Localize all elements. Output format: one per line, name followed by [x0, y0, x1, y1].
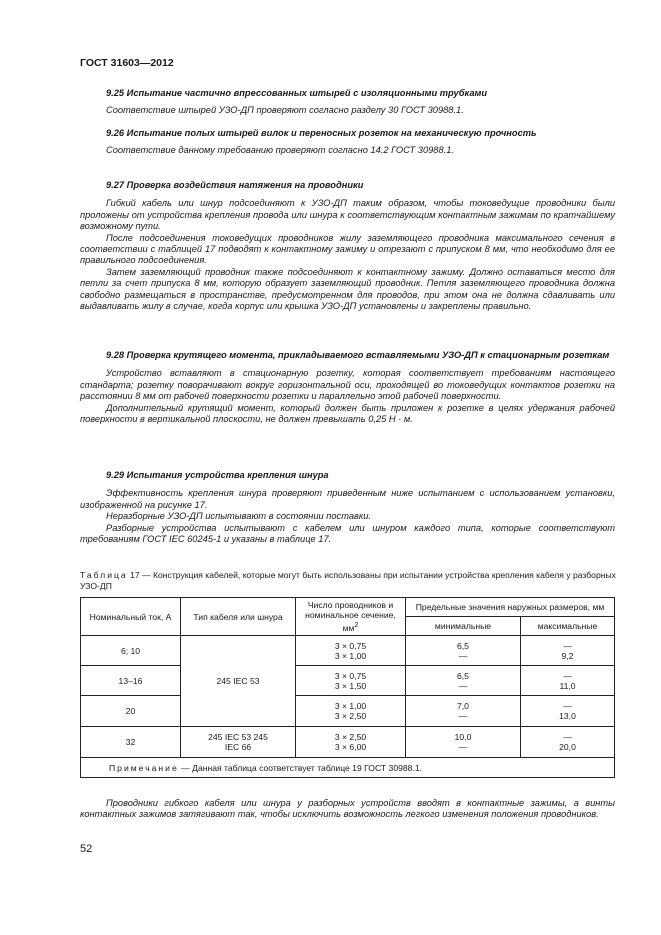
- paragraph: Соответствие данному требованию проверяют согласно 14.2 ГОСТ 30988.1.: [106, 145, 454, 156]
- final-paragraph-block: [80, 798, 615, 821]
- cell-cores: 3 × 0,75 3 × 1,50: [296, 666, 406, 696]
- section-9-29: [80, 470, 615, 545]
- paragraph: Эффективность крепления шнура проверяют приведенным ниже испытанием с использованием установки, изображенной на рисунке 17.: [80, 488, 615, 510]
- header-cores: [296, 598, 406, 636]
- section-title: 9.27 Проверка воздействия натяжения на проводники: [106, 180, 364, 190]
- table-row: [81, 727, 615, 758]
- cell-current: 13–16: [81, 666, 181, 696]
- paragraph: Разборные устройства испытывают с кабелем или шнуром каждого типа, которые соответствуют требованиям ГОСТ IEC 60245-1 и указаны в таблице 17.: [80, 522, 615, 545]
- header-limits: Предельные значения наружных размеров, мм: [406, 598, 615, 617]
- paragraph: Соответствие штырей УЗО-ДП проверяют согласно разделу 30 ГОСТ 30988.1.: [106, 105, 464, 116]
- table-note: [81, 758, 615, 778]
- table-note-row: [81, 758, 615, 778]
- paragraph: Неразборные УЗО-ДП испытывают в состоянии поставки.: [106, 511, 372, 522]
- cell-cores: 3 × 2,50 3 × 6,00: [296, 727, 406, 758]
- paragraph: Дополнительный крутящий момент, который должен быть приложен к розетке в целях удержания рабочей поверхности в вертикальной плоскости, не должен превышать 0,25 Н · м.: [80, 402, 615, 425]
- cell-cores: 3 × 1,00 3 × 2,50: [296, 696, 406, 727]
- section-title: 9.29 Испытания устройства крепления шнура: [106, 470, 329, 480]
- section-9-27: [80, 180, 615, 312]
- cell-current: 6; 10: [81, 636, 181, 666]
- section-9-25: [80, 88, 615, 117]
- header-min: минимальные: [406, 617, 521, 636]
- paragraph: После подсоединения токоведущих проводников жилу заземляющего проводника максимального сечения в соответствии с таблицей 17 подводят к контактному зажиму и отрезают с припуском 8 мм, что необходимо для ее правильного подсоединения.: [80, 232, 615, 266]
- cell-max: — 20,0: [521, 727, 615, 758]
- section-title: 9.25 Испытание частично впрессованных штырей с изоляционными трубками: [106, 88, 488, 98]
- paragraph: Гибкий кабель или шнур подсоединяют к УЗО-ДП таким образом, чтобы токоведущие проводники были проложены от устройства крепления провода или шнура к соответствующим контактным зажимам по кратчайшему возможному пути.: [80, 198, 615, 232]
- cell-cores: 3 × 0,75 3 × 1,00: [296, 636, 406, 666]
- header-type: Тип кабеля или шнура: [181, 598, 296, 636]
- cell-max: — 13,0: [521, 696, 615, 727]
- table-row: [81, 696, 615, 727]
- page-number: 52: [80, 843, 93, 855]
- cell-min: 7,0 —: [406, 696, 521, 727]
- cell-current: 20: [81, 696, 181, 727]
- cell-max: — 9,2: [521, 636, 615, 666]
- table-caption-label: Таблица: [80, 570, 128, 580]
- header-cores-text: Число проводников и номинальное сечение, мм: [305, 600, 396, 633]
- table-caption-text: 17 — Конструкция кабелей, которые могут быть использованы при испытании устройства крепления кабеля у разборных УЗО-ДП: [80, 570, 616, 591]
- cell-type: 245 IEC 53: [181, 636, 296, 727]
- section-9-26: [80, 128, 615, 157]
- paragraph: Затем заземляющий проводник также подсоединяют к контактному зажиму. Должно оставаться место для петли за счет припуска 8 мм, которую образует заземляющий проводник. Петля заземляющего проводника должна свободно размещаться в пространстве, предусмотренном для проводов, при этом она не должна сдавливать или выдавливать жилу в случае, когда корпус или крышка УЗО-ДП установлены и закреплены правильно.: [80, 266, 615, 312]
- table-note-text: — Данная таблица соответствует таблице 19 ГОСТ 30988.1.: [181, 762, 422, 773]
- paragraph: Устройство вставляют в стационарную розетку, которая соответствует требованиям настоящего стандарта; розетку поворачивают вокруг горизонтальной оси, проходящей во токоведущих контактов розетки на расстоянии 8 мм от рабочей поверхности розетки и параллельно этой рабочей поверхности.: [80, 368, 615, 402]
- document-header: ГОСТ 31603—2012: [80, 57, 174, 69]
- paragraph: Проводники гибкого кабеля или шнура у разборных устройств вводят в контактные зажимы, а винты контактных зажимов затягивают так, чтобы исключить возможность легкого изменения положения проводников.: [80, 798, 615, 820]
- table-caption: [80, 570, 620, 592]
- section-9-28: [80, 350, 615, 425]
- cell-min: 6,5 —: [406, 666, 521, 696]
- table-note-label: Примечание: [109, 762, 179, 773]
- header-cores-sup: 2: [354, 621, 359, 630]
- cell-max: — 11,0: [521, 666, 615, 696]
- header-current: Номинальный ток, А: [81, 598, 181, 636]
- header-max: максимальные: [521, 617, 615, 636]
- cell-current: 32: [81, 727, 181, 758]
- cell-min: 6,5 —: [406, 636, 521, 666]
- section-title: 9.26 Испытание полых штырей вилок и переносных розеток на механическую прочность: [106, 128, 537, 138]
- table-row: [81, 666, 615, 696]
- table-row: [81, 636, 615, 666]
- cell-type: 245 IEC 53 245 IEC 66: [181, 727, 296, 758]
- cable-table: [80, 597, 615, 778]
- cell-min: 10,0 —: [406, 727, 521, 758]
- section-title: 9.28 Проверка крутящего момента, прикладываемого вставляемыми УЗО-ДП к стационарным розеткам: [106, 350, 610, 360]
